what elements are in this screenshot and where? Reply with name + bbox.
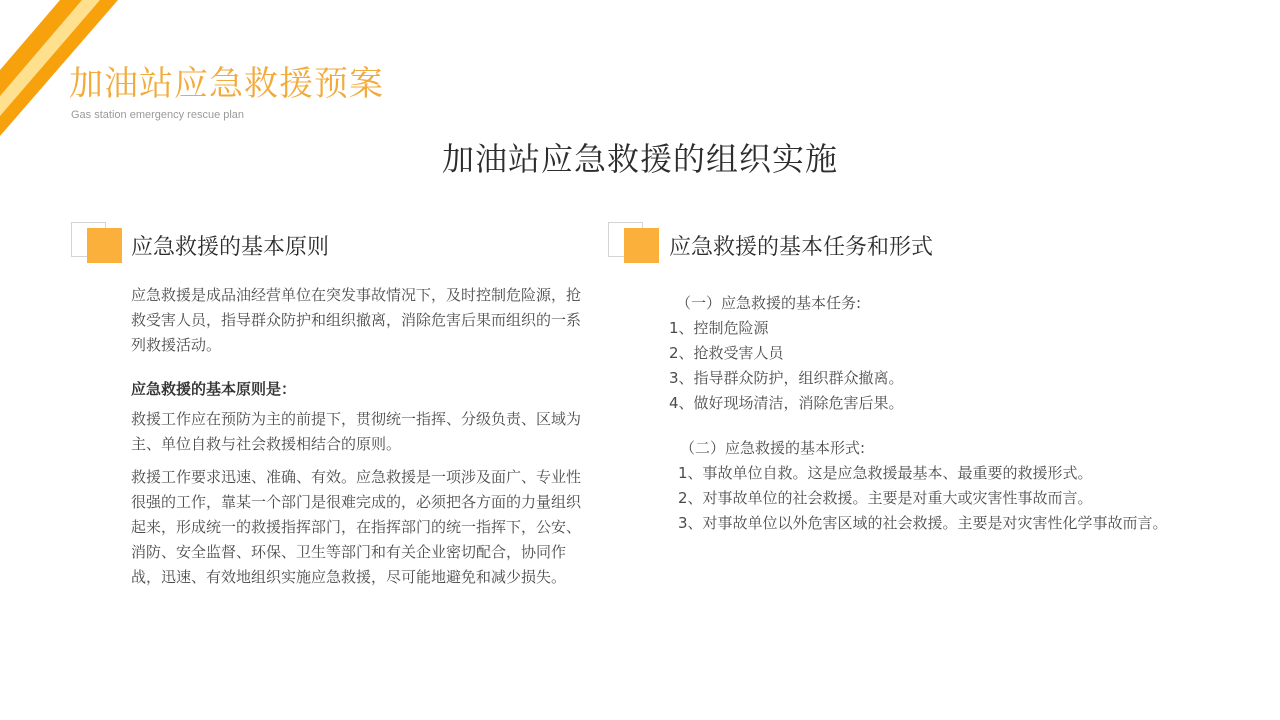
section-square-fill	[624, 228, 659, 263]
section-square-icon	[71, 222, 125, 266]
list-item: 3、指导群众防护，组织群众撤离。	[669, 369, 904, 387]
section-square-icon	[608, 222, 662, 266]
page-subtitle: Gas station emergency rescue plan	[71, 109, 245, 121]
page-title: 加油站应急救援预案	[69, 64, 384, 104]
list-item: 1、事故单位自救。这是应急救援最基本、最重要的救援形式。	[678, 464, 1093, 482]
list-item: 2、对事故单位的社会救援。主要是对重大或灾害性事故而言。	[678, 489, 1093, 507]
tasks-label: （一）应急救援的基本任务:	[676, 294, 862, 312]
principle-1: 救援工作应在预防为主的前提下，贯彻统一指挥、分级负责、区域为主、单位自救与社会救援相结合的原则。	[131, 410, 582, 453]
forms-label: （二）应急救援的基本形式:	[680, 439, 866, 457]
left-section-title: 应急救援的基本原则	[131, 235, 330, 260]
forms-list	[678, 461, 1093, 511]
main-heading: 加油站应急救援的组织实施	[441, 140, 838, 178]
left-intro: 应急救援是成品油经营单位在突发事故情况下，及时控制危险源，抢救受害人员，指导群众防护和组织撤离，消除危害后果而组织的一系列救援活动。	[131, 286, 582, 354]
list-item: 4、做好现场清洁，消除危害后果。	[669, 394, 904, 412]
principles-label: 应急救援的基本原则是：	[131, 380, 297, 398]
right-section-title: 应急救援的基本任务和形式	[669, 235, 934, 260]
list-item: 1、控制危险源	[669, 319, 769, 337]
section-square-fill	[87, 228, 122, 263]
tasks-list	[669, 316, 904, 416]
list-item: 2、抢救受害人员	[669, 344, 784, 362]
principle-2: 救援工作要求迅速、准确、有效。应急救援是一项涉及面广、专业性很强的工作，靠某一个部门是很难完成的，必须把各方面的力量组织起来，形成统一的救援指挥部门，在指挥部门的统一指挥下，公安、消防、安全监督、环保、卫生等部门和有关企业密切配合，协同作战，迅速、有效地组织实施应急救援，尽可能地避免和减少损失。	[131, 468, 582, 586]
list-item: 3、对事故单位以外危害区域的社会救援。主要是对灾害性化学事故而言。	[678, 514, 1168, 532]
